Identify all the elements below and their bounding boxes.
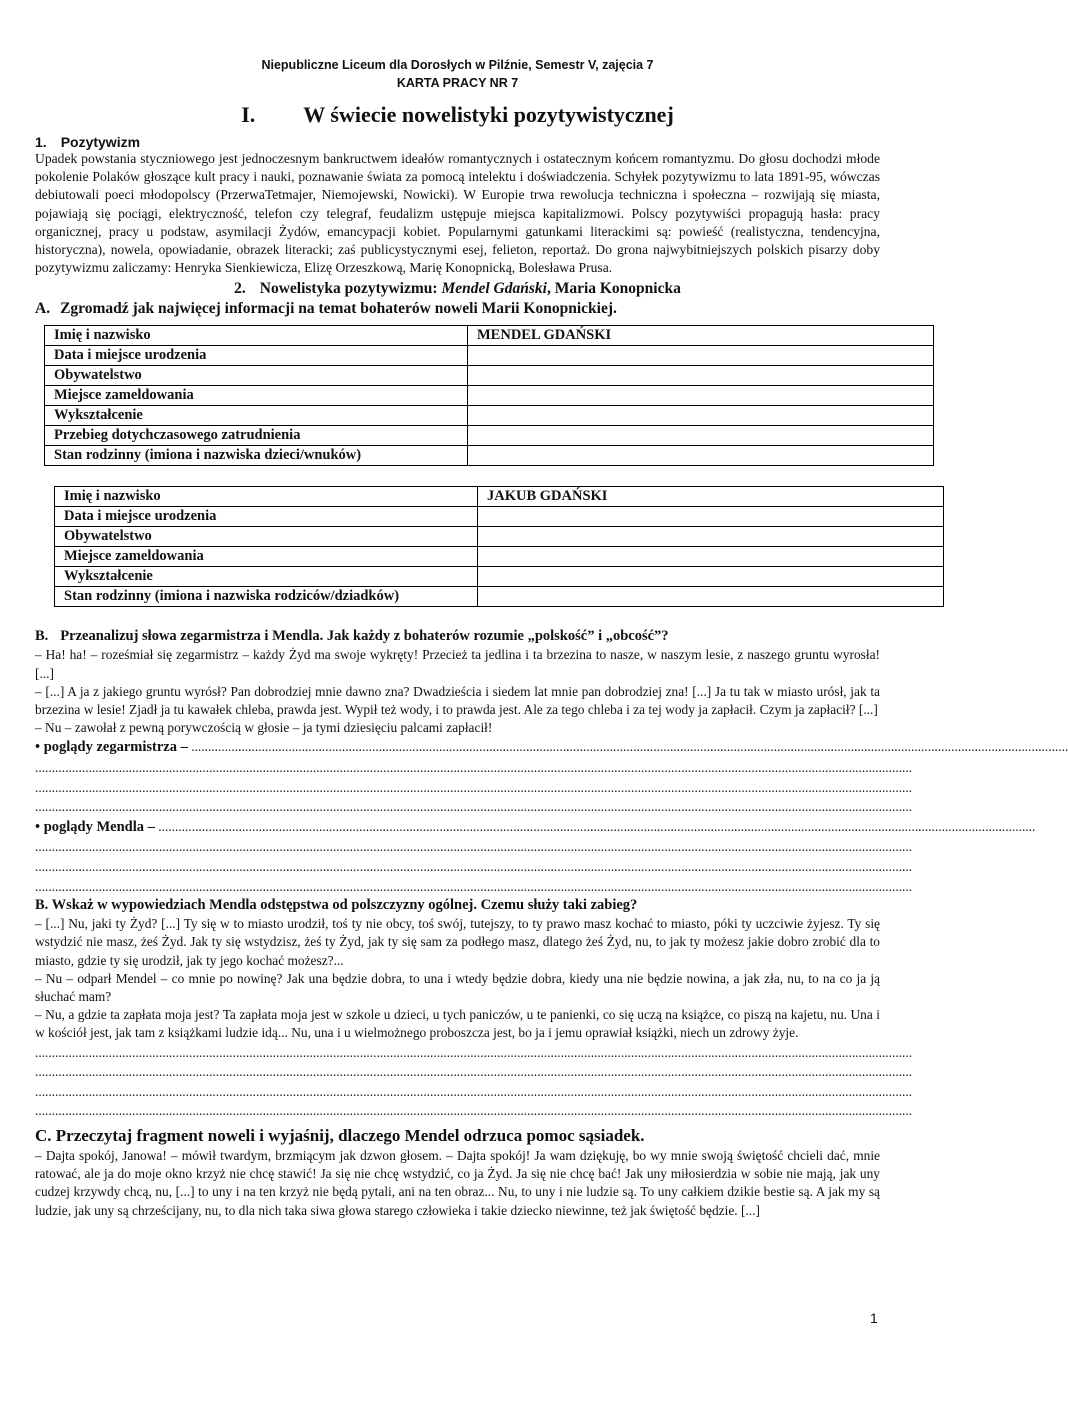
table-row — [55, 507, 944, 527]
field-answer[interactable] — [478, 587, 944, 607]
quote-b2-3: – Nu, a gdzie ta zapłata moja jest? Ta zapłata moja jest w szkole u dzieci, u tych paniczów, u te panienki, co się uczą na książce, co piszą na kajetu, nu. Una i w kościół jest, jak tam z książkami ludzie idą... Nu, una i u wielmożnego proboszcza jest, bo ja i jemu oprawiał książki, niech un zdrowy żyje. — [35, 1007, 880, 1041]
task-b2-heading: B. Wskaż w wypowiedziach Mendla odstępstwa od polszczyzny ogólnej. Czemu służy taki zabieg? — [35, 897, 638, 914]
answer-line[interactable]: ...................................................................................................................................................................................................................................................................... — [35, 878, 913, 894]
field-label: Wykształcenie — [55, 567, 478, 587]
section-1-heading — [35, 134, 880, 150]
jakub-info-table — [54, 486, 944, 607]
field-answer[interactable] — [468, 366, 934, 386]
table-row — [55, 547, 944, 567]
quote-c: – Dajta spokój, Janowa! – mówił twardym, brzmiącym jak dzwon głosem. – Dajta spokój! Ja wam dziękuję, bo wy mnie swoją świętość chcieli dać, mnie ratować, ale ja do moje okno krzyż nie chcę stawić! Ja się nie chcę wstydzić, co ja Żyd. Ja się nie chcę bać! Jak uny miłosierdzia w sobie nie mają, jak uny cudzej krzywdy chcą, nu, [...] to uny i na ten krzyż nie będą pytali, ani na ten obraz... Nu, to uny i nie ludzie są. To uny całkiem dzikie bestie są. A jak my są ludzie, jak uny są chrześcijany, nu, to dla nich taka siwa głowa starego człowieka i takie dziecko niewinne, też jak świętość będzie. [...] — [35, 1147, 880, 1218]
bullet-zegarmistrz: • poglądy zegarmistrza – — [35, 739, 188, 756]
field-answer[interactable] — [468, 426, 934, 446]
field-label: Data i miejsce urodzenia — [45, 346, 468, 366]
section-2-title-pre: Nowelistyka pozytywizmu: — [259, 280, 442, 298]
field-answer[interactable] — [478, 507, 944, 527]
field-label: Data i miejsce urodzenia — [55, 507, 478, 527]
answer-line[interactable]: ...................................................................................................................................................................................................................................................................... — [35, 1103, 913, 1119]
table-row — [55, 587, 944, 607]
field-label: Obywatelstwo — [55, 527, 478, 547]
quote-b1-3: – Nu – zawołał z pewną porywczością w głosie – ja tymi dziesięciu palcami zapłacił! — [35, 720, 493, 736]
section-1-text: Upadek powstania styczniowego jest jednoczesnym bankructwem ideałów romantycznych i ostatecznym końcem romantyzmu. Do głosu dochodzi młode pokolenie Polaków głoszące kult pracy i nauki, poznawanie świata za pomocą intelektu i doświadczenia. Schyłek pozytywizmu to lata 1891-95, wówczas debiutowali poeci młodopolscy (PrzerwaTetmajer, Niemojewski, Nowicki). W Europie trwa rewolucja techniczna i społeczna – rozwijają się miasta, pojawiają się pociągi, elektryczność, telefon czy telegraf, feudalizm ustępuje miejsca kapitalizmowi. Polscy pozytywiści propagują hasła: pracy organicznej, pracy u podstaw, asymilacji Żydów, emancypacji kobiet. Popularnymi gatunkami literackimi są: powieść (realistyczna, tendencyjna, historyczna), nowela, opowiadanie, obrazek literacki; zaś publicystycznymi esej, felieton, reportaż. Do grona najwybitniejszych polskich pisarzy doby pozytywizmu zaliczamy: Henryka Sienkiewicza, Elizę Orzeszkową, Marię Konopnicką, Bolesława Prusa. — [35, 151, 880, 276]
field-label: Wykształcenie — [45, 406, 468, 426]
task-a-letter: A. — [35, 300, 51, 318]
field-label: Obywatelstwo — [45, 366, 468, 386]
field-answer[interactable] — [468, 386, 934, 406]
section-2-number: 2. — [234, 280, 246, 298]
table-row — [45, 366, 934, 386]
task-c-heading: C. Przeczytaj fragment noweli i wyjaśnij, dlaczego Mendel odrzuca pomoc sąsiadek. — [35, 1125, 645, 1145]
answer-line[interactable]: ...................................................................................................................................................................................................................................................................... — [35, 779, 913, 795]
task-b1-text: Przeanalizuj słowa zegarmistrza i Mendla. Jak każdy z bohaterów rozumie „polskość” i „obcość”? — [60, 628, 669, 645]
answer-line[interactable]: ...................................................................................................................................................................................................................................................................... — [35, 859, 913, 874]
field-label: Imię i nazwisko — [45, 326, 468, 346]
field-answer[interactable] — [468, 446, 934, 466]
mendel-info-table — [44, 325, 934, 466]
task-a-heading — [35, 299, 880, 319]
table-row — [45, 426, 934, 446]
answer-line[interactable]: ...................................................................................................................................................................................................................................................................... — [35, 760, 913, 776]
task-b1-letter: B. — [35, 628, 49, 645]
title-number: I. — [241, 102, 256, 127]
section-1-title: Pozytywizm — [60, 134, 141, 150]
worksheet-page — [35, 56, 1068, 1220]
section-1-number: 1. — [35, 134, 47, 150]
table-row — [45, 386, 934, 406]
main-title — [35, 102, 880, 132]
answer-line[interactable]: ...................................................................................................................................................................................................................................................................... — [35, 1044, 913, 1060]
quote-b1-1: – Ha! ha! – roześmiał się zegarmistrz – każdy Żyd ma swoje wykręty! Przecież ta jedlina i ta brzezina to nasze, w naszym lesie, z naszego gruntu wyrosła! [...] — [35, 647, 880, 681]
title-text: W świecie nowelistyki pozytywistycznej — [303, 102, 674, 127]
task-a-text: Zgromadź jak najwięcej informacji na temat bohaterów noweli Marii Konopnickiej. — [60, 300, 617, 318]
answer-line[interactable]: ...................................................................................................................................................................................................................................................................... — [35, 839, 913, 855]
table-row — [45, 326, 934, 346]
field-answer[interactable] — [468, 406, 934, 426]
section-2-title-post: , Maria Konopnicka — [546, 280, 681, 298]
page-number: 1 — [870, 1310, 878, 1326]
quote-b2-1: – [...] Nu, jaki ty Żyd? [...] Ty się w to miasto urodził, toś ty nie obcy, toś swój, tutejszy, to ty prawo masz kochać to miasto, póki ty uczciwie żyjesz. Ty się wstydzić nie masz, żeś Żyd. Jak ty się wstydzisz, żeś ty Żyd, jak ty się sam za podłego masz, dlatego żeś Żyd, nu, to jak ty możesz jakie dobro zrobić dla to miasto, gdzie ty się urodził, jak ty jego kochać możesz?... — [35, 916, 880, 968]
task-b1-heading — [35, 627, 880, 646]
field-label: Stan rodzinny (imiona i nazwiska dzieci/wnuków) — [45, 446, 468, 466]
novel-title: Mendel Gdański — [441, 280, 547, 298]
answer-line[interactable]: ...................................................................................................................................................................................................................................................................... — [35, 799, 913, 815]
answer-line[interactable]: ...................................................................................................................................................................................................................................................................... — [35, 1064, 913, 1080]
field-label: Stan rodzinny (imiona i nazwiska rodziców/dziadków) — [55, 587, 478, 607]
section-2-heading — [35, 279, 880, 299]
field-answer[interactable] — [478, 527, 944, 547]
answer-line-zegarmistrz[interactable]: • poglądy zegarmistrza – ...................................................................................................................................................................................................................................................................... — [35, 739, 1068, 756]
table-row — [55, 527, 944, 547]
answer-line[interactable]: ...................................................................................................................................................................................................................................................................... — [35, 1083, 913, 1099]
quote-b1-2: – [...] A ja z jakiego gruntu wyrósł? Pan dobrodziej mnie dawno zna? Dwadzieścia i siedem lat mnie pan dobrodziej zna! [...] Ja tu tak w miasto urósł, jak ta brzezina w lesie! Zjadł ja tu kawałek chleba, prawda jest. Wypił też wody, i to prawda jest. Ale za tego chleba i za tej wody ja zapłacił. Czym ja zapłacił? [...] — [35, 683, 880, 718]
field-label: Imię i nazwisko — [55, 487, 478, 507]
table-row — [55, 487, 944, 507]
table-row — [45, 446, 934, 466]
table-row — [45, 406, 934, 426]
field-answer[interactable] — [478, 547, 944, 567]
field-answer[interactable] — [468, 346, 934, 366]
school-header: Niepubliczne Liceum dla Dorosłych w Pilźnie, Semestr V, zajęcia 7 — [261, 58, 654, 72]
field-answer[interactable] — [478, 567, 944, 587]
bullet-mendel: • poglądy Mendla – — [35, 818, 155, 835]
table-row — [45, 346, 934, 366]
character-name: MENDEL GDAŃSKI — [468, 326, 934, 346]
field-label: Przebieg dotychczasowego zatrudnienia — [45, 426, 468, 446]
table-row — [55, 567, 944, 587]
answer-line-mendel[interactable]: • poglądy Mendla – ...................................................................................................................................................................................................................................................................... — [35, 818, 1036, 835]
quote-b2-2: – Nu – odparł Mendel – co mnie po nowinę? Jak una będzie dobra, to una i wtedy będzie dobra, kiedy una nie będzie nowina, a jak zła, nu, to na co ja ją słuchać mam? — [35, 970, 880, 1004]
worksheet-number: KARTA PRACY NR 7 — [396, 76, 519, 90]
field-label: Miejsce zameldowania — [45, 386, 468, 406]
character-name: JAKUB GDAŃSKI — [478, 487, 944, 507]
field-label: Miejsce zameldowania — [55, 547, 478, 567]
